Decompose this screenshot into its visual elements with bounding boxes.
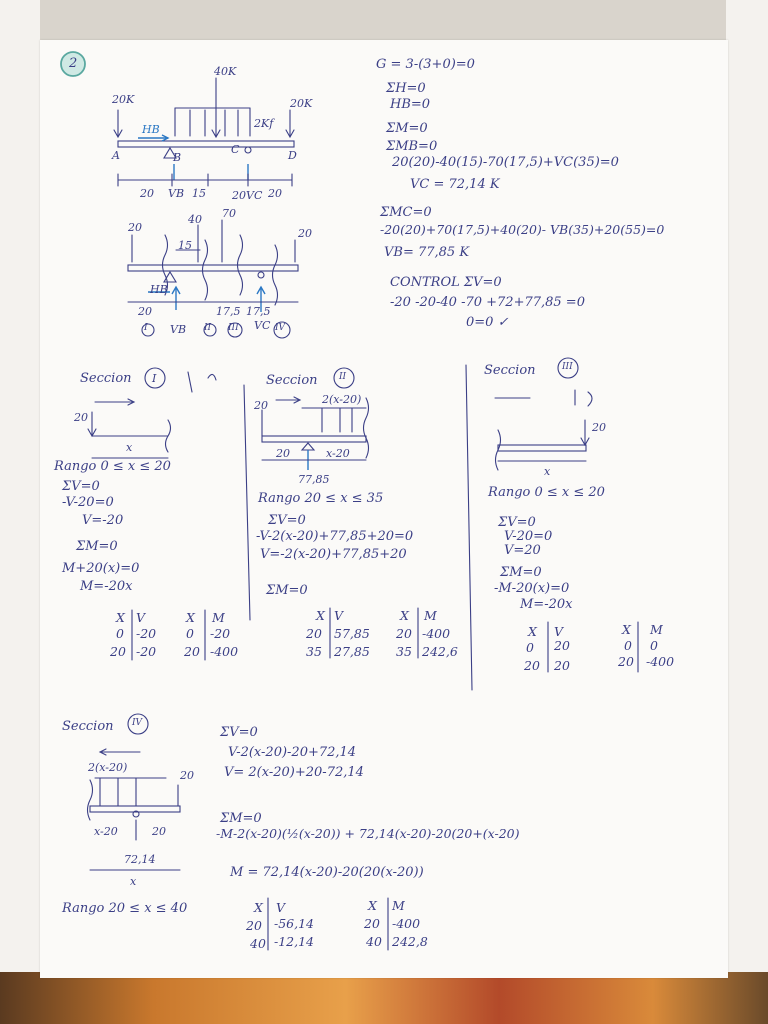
equation-line: ΣMB=0 xyxy=(386,139,438,154)
background-left xyxy=(0,0,40,1024)
section-number: IV xyxy=(132,718,143,728)
table-cell: 20 xyxy=(364,916,380,931)
page-number: 2 xyxy=(69,56,78,71)
length-label: x xyxy=(126,441,133,454)
table-cell: 35 xyxy=(396,644,412,659)
fbd-dim-label: 17,5 xyxy=(216,305,241,318)
fbd-load-label: 40 xyxy=(188,213,202,226)
point-label: A xyxy=(112,149,120,162)
section-title: Seccion xyxy=(80,371,132,386)
table-cell: -400 xyxy=(210,644,239,659)
table-cell: -12,14 xyxy=(274,934,315,949)
table-cell: -20 xyxy=(136,626,157,641)
table-cell: 242,6 xyxy=(422,644,458,659)
section-number: I xyxy=(152,372,157,385)
load-label: 2Kf xyxy=(254,117,274,130)
equation-line: M=-20x xyxy=(80,579,133,594)
equation-line: V-2(x-20)-20+72,14 xyxy=(228,745,357,760)
table-cell: -20 xyxy=(210,626,231,641)
table-header: X xyxy=(400,608,409,623)
table-cell: -20 xyxy=(136,644,157,659)
section-number: III xyxy=(562,362,573,372)
equation-line: ΣH=0 xyxy=(386,81,426,96)
table-header: V xyxy=(554,624,564,639)
fbd-load-label: 70 xyxy=(222,207,236,220)
table-cell: 20 xyxy=(184,644,200,659)
background-table-surface xyxy=(0,972,768,1024)
load-label: 20 xyxy=(74,411,88,424)
table-cell: 20 xyxy=(618,654,634,669)
table-cell: 35 xyxy=(306,644,322,659)
fbd-section-label: VC xyxy=(254,319,271,332)
section-title: Seccion xyxy=(266,373,318,388)
table-cell: 20 xyxy=(554,638,570,653)
table-cell: 40 xyxy=(250,936,266,951)
range-text: Rango 20 ≤ x ≤ 40 xyxy=(62,901,188,916)
table-header: M xyxy=(212,610,225,625)
table-header: X xyxy=(116,610,125,625)
table-cell: 0 xyxy=(186,626,194,641)
reaction-label: HB xyxy=(142,123,160,136)
point-label: D xyxy=(288,149,297,162)
equation-line: M+20(x)=0 xyxy=(62,561,140,576)
load-label: 40K xyxy=(214,65,237,78)
table-cell: 40 xyxy=(366,934,382,949)
fbd-load-label: 20 xyxy=(298,227,312,240)
fbd-dim-label: 15 xyxy=(178,239,192,252)
equation-line: ΣM=0 xyxy=(76,539,118,554)
table-cell: 20 xyxy=(396,626,412,641)
notebook-page xyxy=(40,40,728,978)
fbd-load-label: 20 xyxy=(128,221,142,234)
fbd-section-label: III xyxy=(228,323,239,333)
equation-line: 0=0 ✓ xyxy=(466,315,509,330)
dimension-label: 20 xyxy=(276,447,290,460)
table-header: X xyxy=(528,624,537,639)
section-number: II xyxy=(339,372,347,382)
point-label: C xyxy=(231,143,240,156)
equation-line: ΣMC=0 xyxy=(380,205,432,220)
load-label: 20 xyxy=(180,769,194,782)
table-cell: 20 xyxy=(554,658,570,673)
dimension-label: x-20 xyxy=(326,447,350,460)
fbd-dim-label: 17,5 xyxy=(246,305,271,318)
equation-line: HB=0 xyxy=(390,97,431,112)
length-label: x xyxy=(544,465,551,478)
equation-line: M=-20x xyxy=(520,597,573,612)
dimension-label: 20VC xyxy=(232,189,263,202)
equation-line: V-20=0 xyxy=(504,529,553,544)
load-label: 20K xyxy=(290,97,313,110)
table-header: V xyxy=(136,610,146,625)
dimension-label: 15 xyxy=(192,187,206,200)
table-header: M xyxy=(424,608,437,623)
table-header: X xyxy=(186,610,195,625)
equation-line: V=-2(x-20)+77,85+20 xyxy=(260,547,407,562)
equation-line: -20 -20-40 -70 +72+77,85 =0 xyxy=(390,295,585,310)
equation-line: -M-20(x)=0 xyxy=(494,581,570,596)
fbd-section-label: IV xyxy=(275,323,286,333)
range-text: Rango 20 ≤ x ≤ 35 xyxy=(258,491,384,506)
equation-line: -V-2(x-20)+77,85+20=0 xyxy=(256,529,414,544)
equation-line: ΣV=0 xyxy=(220,725,258,740)
equation-line: -V-20=0 xyxy=(62,495,114,510)
table-cell: 20 xyxy=(524,658,540,673)
table-header: X xyxy=(316,608,325,623)
range-text: Rango 0 ≤ x ≤ 20 xyxy=(54,459,171,474)
dimension-label: 20 xyxy=(152,825,166,838)
top-beam-diagram xyxy=(114,78,294,186)
free-body-diagram xyxy=(128,220,298,338)
fbd-reaction-label: HB xyxy=(150,283,168,296)
reaction-label: 72,14 xyxy=(124,853,156,866)
equation-line: G = 3-(3+0)=0 xyxy=(376,57,475,72)
dimension-label: x-20 xyxy=(94,825,118,838)
table-cell: 242,8 xyxy=(392,934,428,949)
equation-line: V=-20 xyxy=(82,513,124,528)
table-cell: 20 xyxy=(306,626,322,641)
equation-line: ΣM=0 xyxy=(266,583,308,598)
equation-line: VC = 72,14 K xyxy=(410,177,500,192)
range-text: Rango 0 ≤ x ≤ 20 xyxy=(488,485,605,500)
divider xyxy=(466,365,472,690)
table-cell: 57,85 xyxy=(334,626,370,641)
dimension-label: 20 xyxy=(268,187,282,200)
fbd-section-label: II xyxy=(204,323,212,333)
table-cell: -400 xyxy=(422,626,451,641)
table-cell: -56,14 xyxy=(274,916,315,931)
dimension-label: VB xyxy=(168,187,185,200)
equation-line: CONTROL ΣV=0 xyxy=(390,275,502,290)
section-title: Seccion xyxy=(62,719,114,734)
equation-line: V= 2(x-20)+20-72,14 xyxy=(224,765,364,780)
load-label: 20 xyxy=(592,421,606,434)
equation-line: VB= 77,85 K xyxy=(384,245,470,260)
equation-line: 20(20)-40(15)-70(17,5)+VC(35)=0 xyxy=(392,155,619,170)
load-label: 2(x-20) xyxy=(88,761,128,774)
fbd-section-label: VB xyxy=(170,323,187,336)
equation-line: ΣM=0 xyxy=(386,121,428,136)
fbd-dim-label: 20 xyxy=(138,305,152,318)
table-header: V xyxy=(334,608,344,623)
table-cell: 0 xyxy=(650,638,658,653)
table-header: M xyxy=(650,622,663,637)
equation-line: -20(20)+70(17,5)+40(20)- VB(35)+20(55)=0 xyxy=(380,222,665,237)
equation-line: -M-2(x-20)(½(x-20)) + 72,14(x-20)-20(20+(x-20) xyxy=(216,826,520,841)
table-header: V xyxy=(276,900,286,915)
table-header: X xyxy=(622,622,631,637)
fbd-section-label: I xyxy=(144,323,148,333)
point-label: B xyxy=(173,151,182,164)
equation-line: V=20 xyxy=(504,543,541,558)
section-title: Seccion xyxy=(484,363,536,378)
section-4-diagram xyxy=(88,714,181,870)
load-label: 20 xyxy=(254,399,268,412)
table-header: X xyxy=(368,898,377,913)
length-label: x xyxy=(130,875,137,888)
table-cell: -400 xyxy=(646,654,675,669)
reaction-label: 77,85 xyxy=(298,473,330,486)
table-cell: 0 xyxy=(624,638,632,653)
dimension-label: 20 xyxy=(140,187,154,200)
equation-line: ΣV=0 xyxy=(268,513,306,528)
equation-line: ΣV=0 xyxy=(498,515,536,530)
load-label: 20K xyxy=(112,93,135,106)
table-cell: 27,85 xyxy=(334,644,370,659)
equation-line: ΣM=0 xyxy=(220,811,262,826)
equation-line: M = 72,14(x-20)-20(20(x-20)) xyxy=(230,865,424,880)
divider xyxy=(244,385,250,620)
table-header: M xyxy=(392,898,405,913)
equation-line: ΣV=0 xyxy=(62,479,100,494)
table-cell: 0 xyxy=(526,640,534,655)
table-cell: 0 xyxy=(116,626,124,641)
load-label: 2(x-20) xyxy=(322,393,362,406)
table-header: X xyxy=(254,900,263,915)
equation-line: ΣM=0 xyxy=(500,565,542,580)
table-cell: -400 xyxy=(392,916,421,931)
table-cell: 20 xyxy=(246,918,262,933)
table-cell: 20 xyxy=(110,644,126,659)
background-right xyxy=(726,0,768,1024)
